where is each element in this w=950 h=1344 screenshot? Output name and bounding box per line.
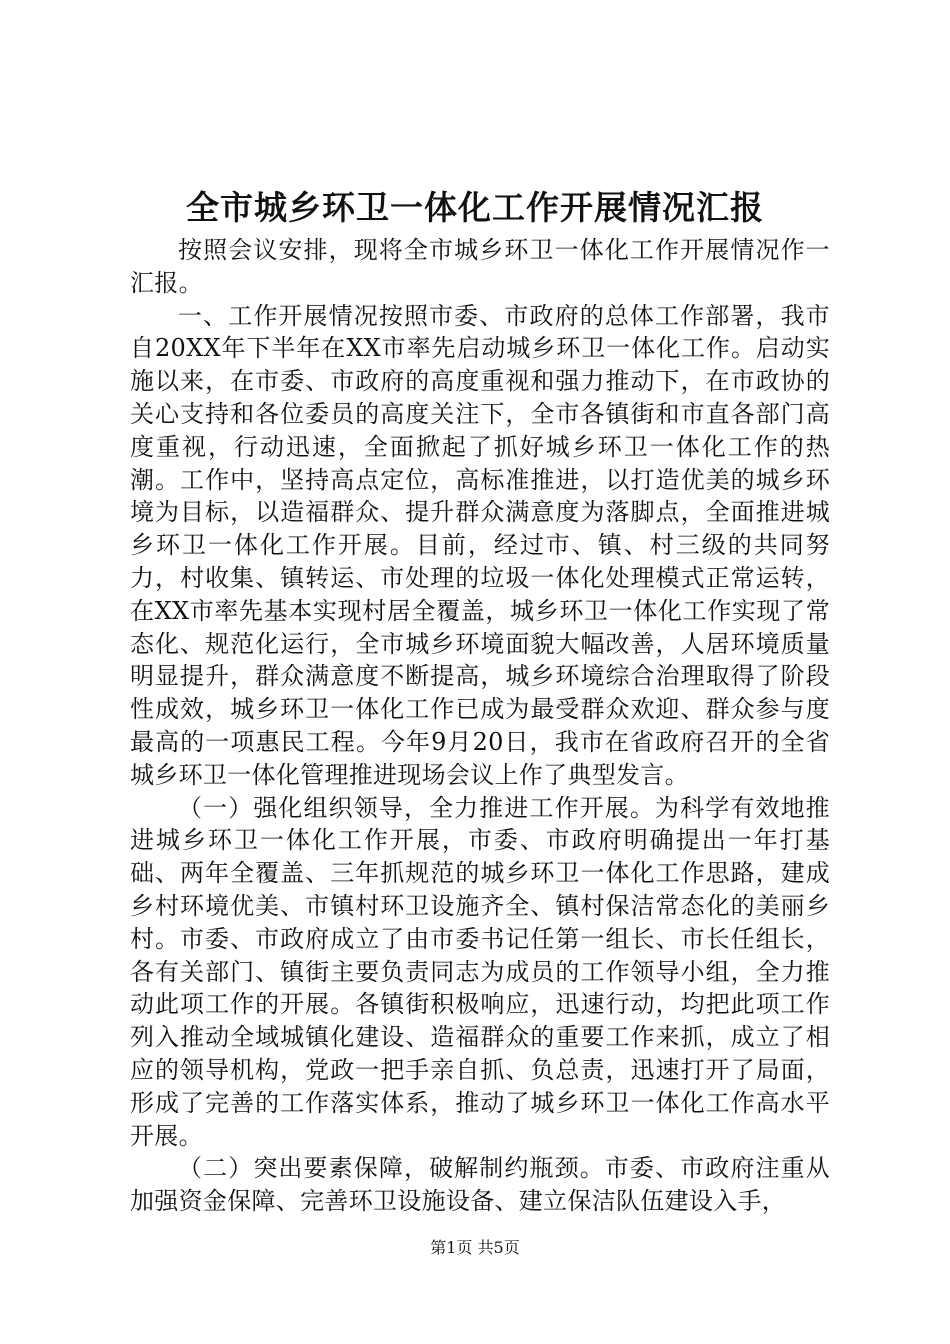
- paragraph-intro: 按照会议安排，现将全市城乡环卫一体化工作开展情况作一汇报。: [130, 236, 830, 297]
- document-body: [130, 234, 830, 1218]
- document-title: 全市城乡环卫一体化工作开展情况汇报: [186, 188, 764, 227]
- paragraph-section-one: 一、工作开展情况按照市委、市政府的总体工作部署，我市自20XX年下半年在XX市率先启动城乡环卫一体化工作。启动实施以来，在市委、市政府的高度重视和强力推动下，在市政协的关心支持和各位委员的高度关注下，全市各镇街和市直各部门高度重视，行动迅速，全面掀起了抓好城乡环卫一体化工作的热潮。工作中，坚持高点定位，高标准推进，以打造优美的城乡环境为目标，以造福群众、提升群众满意度为落脚点，全面推进城乡环卫一体化工作开展。目前，经过市、镇、村三级的共同努力，村收集、镇转运、市处理的垃圾一体化处理模式正常运转，在XX市率先基本实现村居全覆盖，城乡环卫一体化工作实现了常态化、规范化运行，全市城乡环境面貌大幅改善，人居环境质量明显提升，群众满意度不断提高，城乡环境综合治理取得了阶段性成效，城乡环卫一体化工作已成为最受群众欢迎、群众参与度最高的一项惠民工程。今年9月20日，我市在省政府召开的全省城乡环卫一体化管理推进现场会议上作了典型发言。: [130, 301, 830, 789]
- page-footer: 第1页 共5页: [430, 1238, 520, 1257]
- paragraph-subsection-one: （一）强化组织领导，全力推进工作开展。为科学有效地推进城乡环卫一体化工作开展，市委、市政府明确提出一年打基础、两年全覆盖、三年抓规范的城乡环卫一体化工作思路，建成乡村环境优美、市镇村环卫设施齐全、镇村保洁常态化的美丽乡村。市委、市政府成立了由市委书记任第一组长、市长任组长，各有关部门、镇街主要负责同志为成员的工作领导小组，全力推动此项工作的开展。各镇街积极响应，迅速行动，均把此项工作列入推动全域城镇化建设、造福群众的重要工作来抓，成立了相应的领导机构，党政一把手亲自抓、负总责，迅速打开了局面，形成了完善的工作落实体系，推动了城乡环卫一体化工作高水平开展。: [130, 793, 830, 1150]
- paragraph-subsection-two: （二）突出要素保障，破解制约瓶颈。市委、市政府注重从加强资金保障、完善环卫设施设备、建立保洁队伍建设入手，: [130, 1154, 830, 1216]
